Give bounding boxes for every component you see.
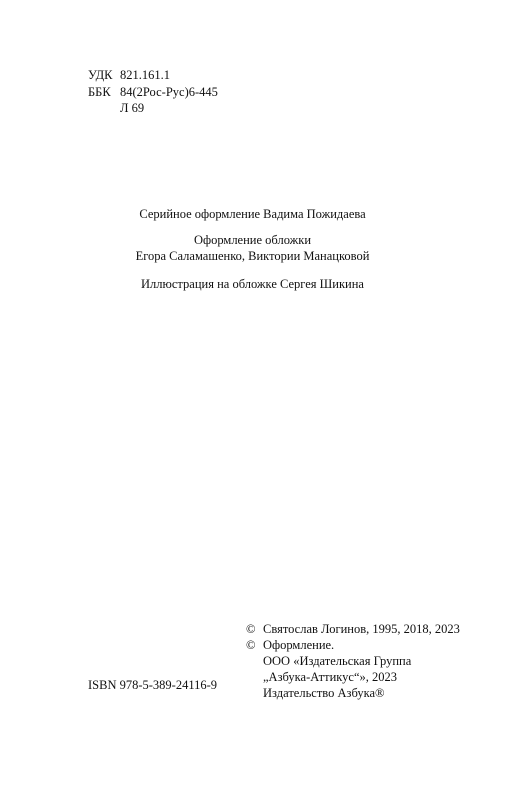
author-mark: Л 69 xyxy=(120,101,145,115)
copyright-publisher-line1: ООО «Издательская Группа xyxy=(263,654,412,668)
cover-design-title: Оформление обложки xyxy=(193,233,312,247)
isbn-number: ISBN 978-5-389-24116-9 xyxy=(88,678,218,692)
bbk-row xyxy=(88,84,218,101)
series-design-text: Серийное оформление Вадима Пожидаева xyxy=(139,207,366,221)
copyright-publisher-line2: „Азбука-Аттикус“», 2023 xyxy=(263,670,398,684)
bbk-value: 84(2Рос-Рус)6-445 xyxy=(120,84,218,99)
copyright-symbol: © xyxy=(246,622,256,636)
copyright-author-text: Святослав Логинов, 1995, 2018, 2023 xyxy=(263,622,460,636)
series-design-credit xyxy=(0,206,505,222)
cover-illustration-credit xyxy=(0,276,505,292)
bbk-label: ББК xyxy=(88,84,111,99)
copyright-author-row xyxy=(246,621,460,637)
cover-illustration-text: Иллюстрация на обложке Сергея Шикина xyxy=(141,277,364,291)
udk-label: УДК xyxy=(88,68,113,82)
udk-row xyxy=(88,67,218,84)
cover-design-authors: Егора Саламашенко, Виктории Манацковой xyxy=(135,249,370,263)
cover-design-credit xyxy=(0,232,505,264)
udk-value: 821.161.1 xyxy=(120,68,170,82)
copyright-design-text: Оформление. xyxy=(263,638,335,652)
classification-block xyxy=(88,67,218,117)
copyright-design-row xyxy=(246,637,460,653)
author-mark-row xyxy=(88,100,218,117)
copyright-symbol: © xyxy=(246,638,256,652)
copyright-imprint-line: Издательство Азбука® xyxy=(263,686,385,700)
copyright-block xyxy=(246,621,460,701)
